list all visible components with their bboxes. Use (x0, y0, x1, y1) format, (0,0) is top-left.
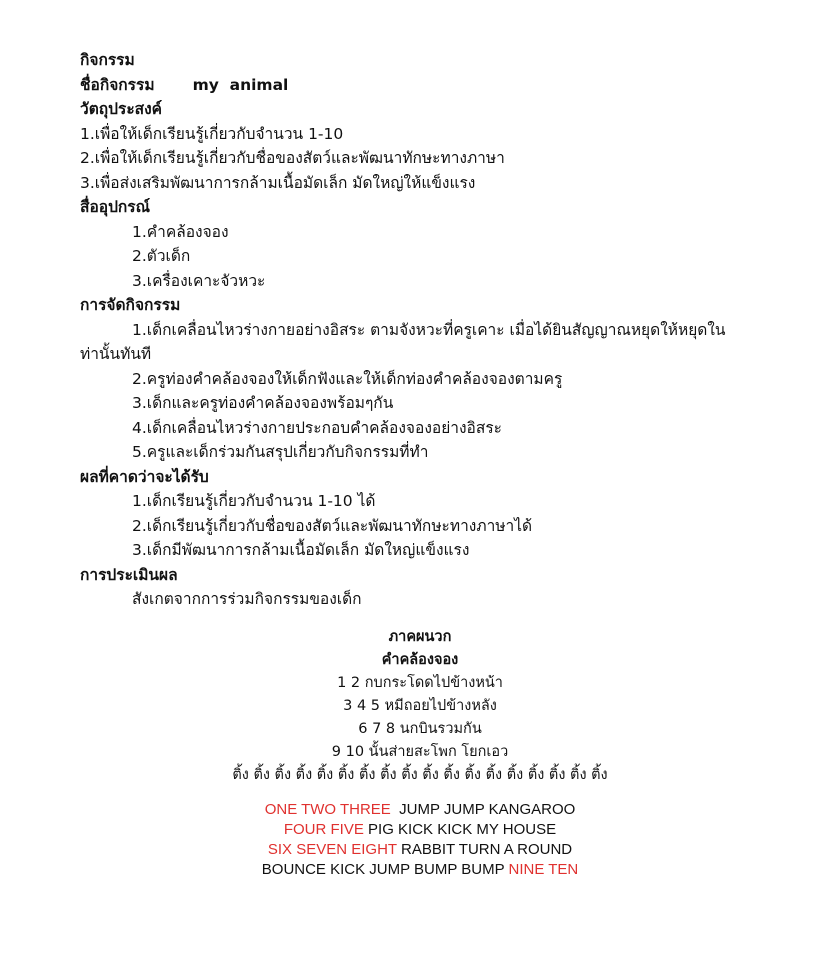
material-item-2: 2.ตัวเด็ก (132, 247, 191, 265)
procedure-heading: การจัดกิจกรรม (80, 296, 181, 314)
appendix-heading: ภาคผนวก (388, 629, 452, 645)
procedure-item-2: 2.ครูท่องคำคล้องจองให้เด็กฟังและให้เด็กท่องคำคล้องจองตามครู (132, 369, 563, 388)
expected-results-heading: ผลที่คาดว่าจะได้รับ (80, 467, 209, 486)
activity-name-value: my animal (192, 75, 289, 94)
english-line-4-black: BOUNCE KICK JUMP BUMP BUMP (261, 861, 509, 878)
activity-heading: กิจกรรม (80, 51, 135, 69)
objective-item-3: 3.เพื่อส่งเสริมพัฒนาการกล้ามเนื้อมัดเล็ก มัดใหญ่ให้แข็งแรง (80, 173, 476, 192)
objectives-heading: วัตถุประสงค์ (80, 100, 163, 118)
appendix-english-rhyme (0, 800, 840, 880)
procedure-item-5: 5.ครูและเด็กร่วมกันสรุปเกี่ยวกับกิจกรรมที่ทำ (132, 443, 429, 461)
expected-result-item-3: 3.เด็กมีพัฒนาการกล้ามเนื้อมัดเล็ก มัดใหญ่แข็งแรง (132, 541, 470, 559)
rhyme-line-2: 3 4 5 หมีถอยไปข้างหลัง (343, 698, 497, 714)
english-line-3-red: SIX SEVEN EIGHT (267, 841, 397, 858)
procedure-item-1-continued: ท่านั้นทันที (80, 345, 152, 363)
materials-heading: สื่ออุปกรณ์ (80, 198, 151, 216)
expected-result-item-1: 1.เด็กเรียนรู้เกี่ยวกับจำนวน 1-10 ได้ (132, 492, 376, 510)
activity-name-label: ชื่อกิจกรรม (80, 75, 155, 94)
procedure-item-1: 1.เด็กเคลื่อนไหวร่างกายอย่างอิสระ ตามจังหวะที่ครูเคาะ เมื่อได้ยินสัญญาณหยุดให้หยุดใน (132, 320, 726, 339)
material-item-3: 3.เครื่องเคาะจัวหวะ (132, 271, 266, 290)
lesson-plan (80, 48, 780, 612)
rhyme-line-5: ติ้ง ติ้ง ติ้ง ติ้ง ติ้ง ติ้ง ติ้ง ติ้ง ติ้ง ติ้ง ติ้ง ติ้ง ติ้ง ติ้ง ติ้ง ติ้ง ติ้ง ติ้ง (232, 767, 608, 783)
appendix-subheading: คำคล้องจอง (381, 652, 459, 668)
material-item-1: 1.คำคล้องจอง (132, 222, 229, 241)
procedure-item-3: 3.เด็กและครูท่องคำคล้องจองพร้อมๆกัน (132, 394, 394, 412)
activity-name (80, 73, 780, 98)
english-line-4-red: NINE TEN (508, 861, 579, 878)
english-line-3 (0, 840, 840, 860)
rhyme-line-1: 1 2 กบกระโดดไปข้างหน้า (337, 675, 503, 691)
procedure-item-4: 4.เด็กเคลื่อนไหวร่างกายประกอบคำคล้องจองอย่างอิสระ (132, 418, 502, 437)
english-line-3-black: RABBIT TURN A ROUND (396, 841, 573, 858)
english-line-2-black: PIG KICK KICK MY HOUSE (363, 821, 557, 838)
english-line-1-red: ONE TWO THREE (264, 801, 391, 818)
english-line-2-red: FOUR FIVE (283, 821, 364, 838)
rhyme-line-3: 6 7 8 นกบินรวมกัน (358, 721, 482, 737)
evaluation-heading: การประเมินผล (80, 565, 178, 584)
english-line-4 (0, 860, 840, 880)
expected-result-item-2: 2.เด็กเรียนรู้เกี่ยวกับชื่อของสัตว์และพัฒนาทักษะทางภาษาได้ (132, 516, 533, 535)
english-line-2 (0, 820, 840, 840)
evaluation-text: สังเกตจากการร่วมกิจกรรมของเด็ก (132, 590, 362, 608)
english-line-1-black: JUMP JUMP KANGAROO (390, 801, 576, 818)
objective-item-2: 2.เพื่อให้เด็กเรียนรู้เกี่ยวกับชื่อของสัตว์และพัฒนาทักษะทางภาษา (80, 149, 505, 167)
rhyme-line-4: 9 10 นั้นส่ายสะโพก โยกเอว (331, 744, 509, 760)
appendix-rhyme (0, 626, 840, 787)
objective-item-1: 1.เพื่อให้เด็กเรียนรู้เกี่ยวกับจำนวน 1-10 (80, 124, 344, 143)
english-line-1 (0, 800, 840, 820)
